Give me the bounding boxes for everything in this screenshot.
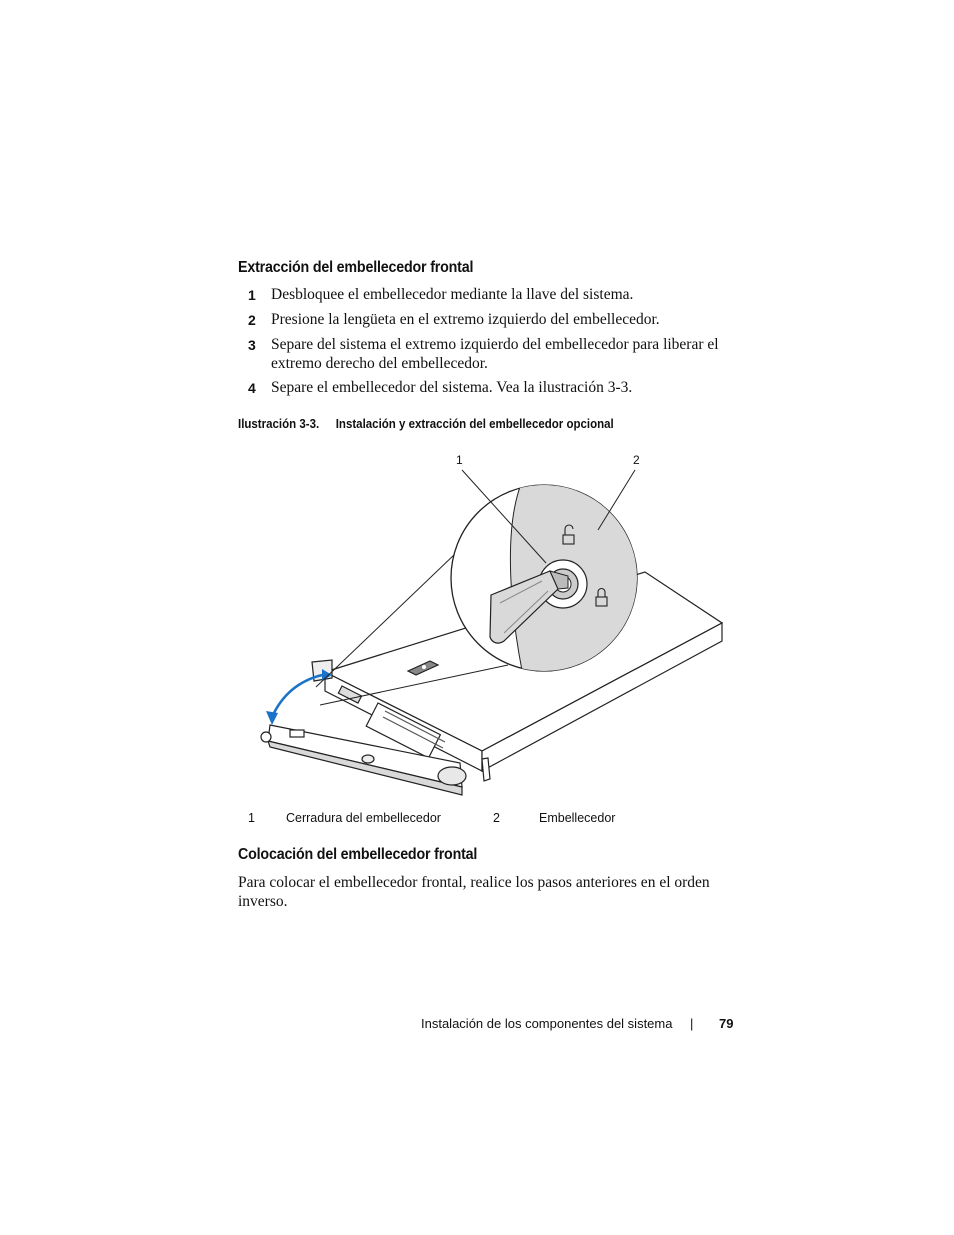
bezel-illustration [250,445,730,805]
footer-chapter-title: Instalación de los componentes del sistema [421,1016,673,1031]
callout-2: 2 [633,453,640,467]
step-text: Separe el embellecedor del sistema. Vea la ilustración 3-3. [271,379,633,396]
section-heading-replacement: Colocación del embellecedor frontal [238,846,478,863]
legend-text-1: Cerradura del embellecedor [286,811,441,825]
step-text: Presione la lengüeta en el extremo izquierdo del embellecedor. [271,311,660,328]
page-number: 79 [719,1016,734,1031]
legend-num-2: 2 [493,811,500,825]
step-text: Desbloquee el embellecedor mediante la llave del sistema. [271,286,634,303]
footer-separator: | [690,1016,694,1031]
step-number: 1 [248,287,256,303]
legend-num-1: 1 [248,811,255,825]
figure-label: Ilustración 3-3. [238,417,320,431]
figure-title: Instalación y extracción del embellecedor opcional [335,417,614,431]
step-number: 2 [248,312,256,328]
step-number: 3 [248,337,256,353]
rotation-arrowhead-bottom [266,711,278,725]
figure-caption [238,417,614,431]
step-number: 4 [248,380,256,396]
legend-text-2: Embellecedor [539,811,616,825]
section-heading-removal: Extracción del embellecedor frontal [238,259,474,276]
step-text: Separe del sistema el extremo izquierdo del embellecedor para liberar el extremo derecho del embellecedor. [271,336,719,372]
callout-1: 1 [456,453,463,467]
section-body: Para colocar el embellecedor frontal, realice los pasos anteriores en el orden inverso. [238,874,710,910]
